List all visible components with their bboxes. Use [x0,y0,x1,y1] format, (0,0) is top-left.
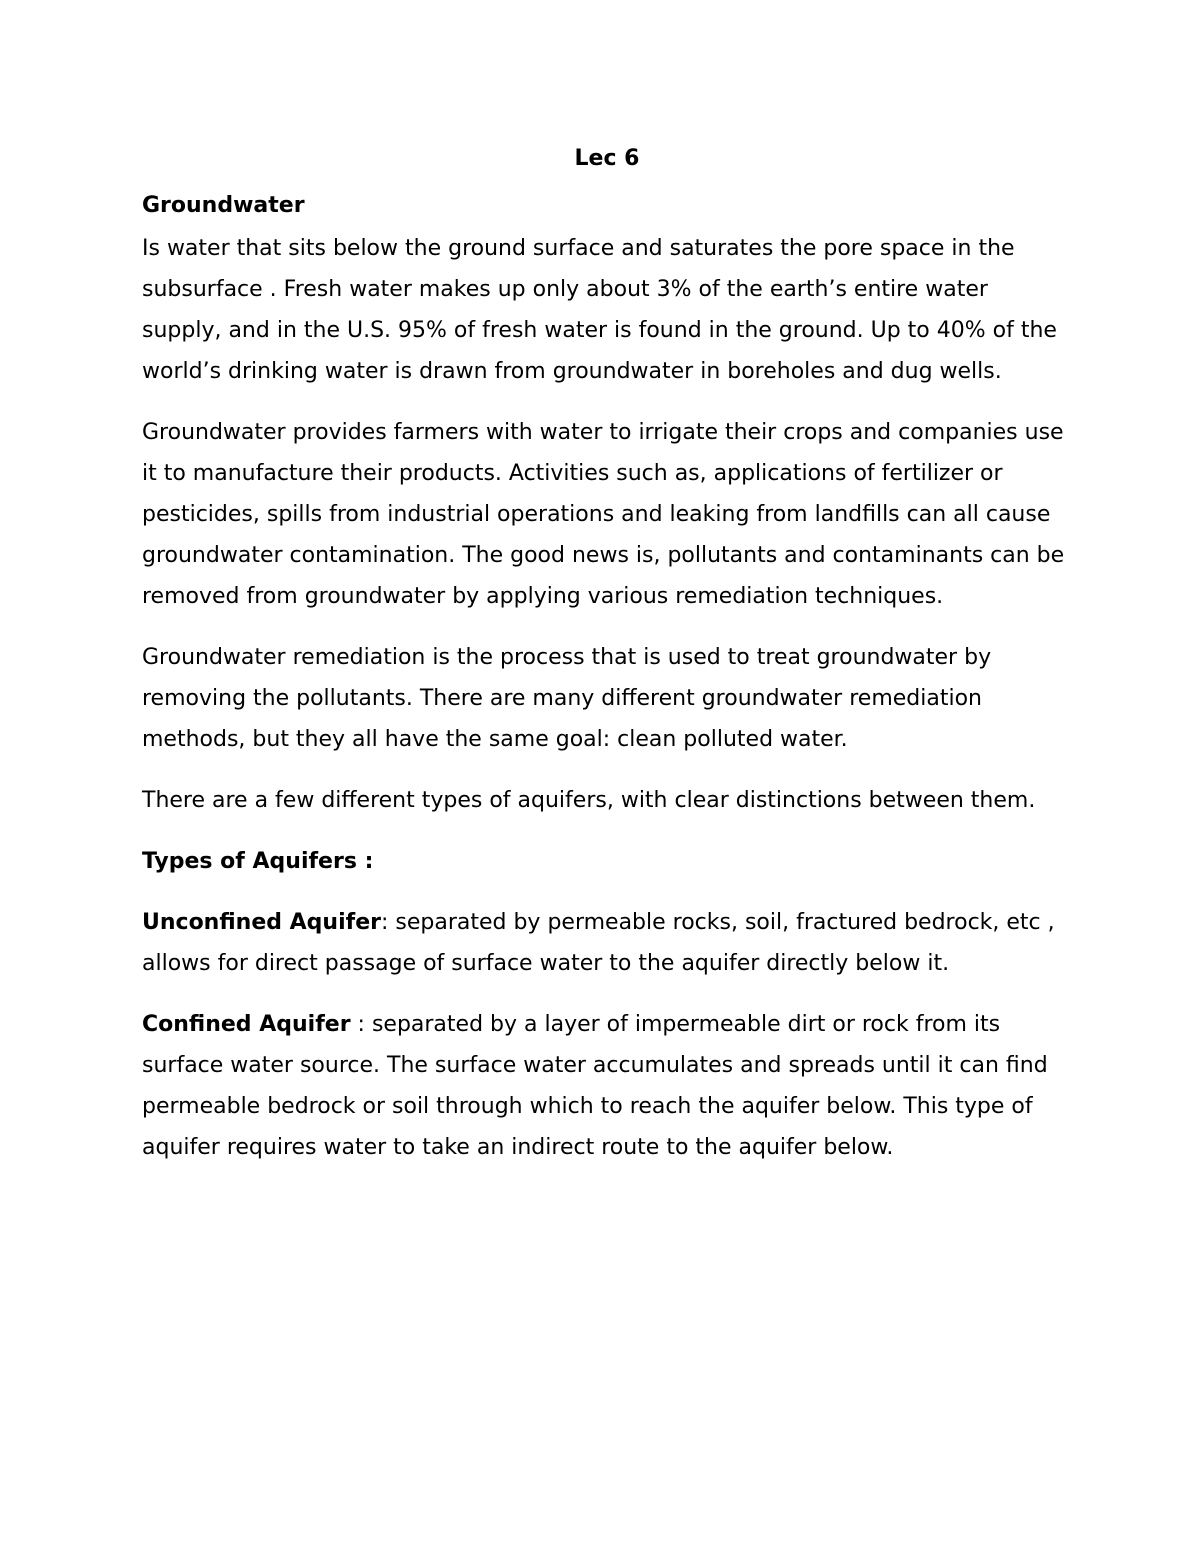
paragraph-4: There are a few different types of aquifers, with clear distinctions between them. [142,788,1036,813]
paragraph-2: Groundwater provides farmers with water to irrigate their crops and companies use it to manufacture their products. Activities such as, applications of fertilizer or pesticides, spills from industrial operations and leaking from landfills can all cause groundwater contamination. The good news is, pollutants and contaminants can be removed from groundwater by applying various remediation techniques. [142,420,1065,609]
types-heading: Types of Aquifers : [142,849,374,874]
paragraph-1: Is water that sits below the ground surface and saturates the pore space in the subsurface . Fresh water makes up only about 3% of the earth’s entire water supply, and in the U.S. 95% of fresh water is found in the ground. Up to 40% of the world’s drinking water is drawn from groundwater in boreholes and dug wells. [142,236,1057,384]
unconfined-aquifer-text: : separated by permeable rocks, soil, fractured bedrock, etc , allows for direct passage of surface water to the aquifer directly below it. [142,910,1055,976]
document-page [142,138,1072,1168]
unconfined-aquifer-paragraph [142,902,1072,984]
paragraph-3: Groundwater remediation is the process that is used to treat groundwater by removing the pollutants. There are many different groundwater remediation methods, but they all have the same goal: clean polluted water. [142,645,992,752]
section-heading: Groundwater [142,193,305,218]
unconfined-aquifer-term: Unconfined Aquifer [142,910,381,935]
confined-aquifer-paragraph [142,1004,1072,1168]
document-title: Lec 6 [574,146,640,171]
confined-aquifer-text: : separated by a layer of impermeable dirt or rock from its surface water source. The surface water accumulates and spreads until it can find permeable bedrock or soil through which to reach the aquifer below. This type of aquifer requires water to take an indirect route to the aquifer below. [142,1012,1048,1160]
confined-aquifer-term: Confined Aquifer [142,1012,351,1037]
